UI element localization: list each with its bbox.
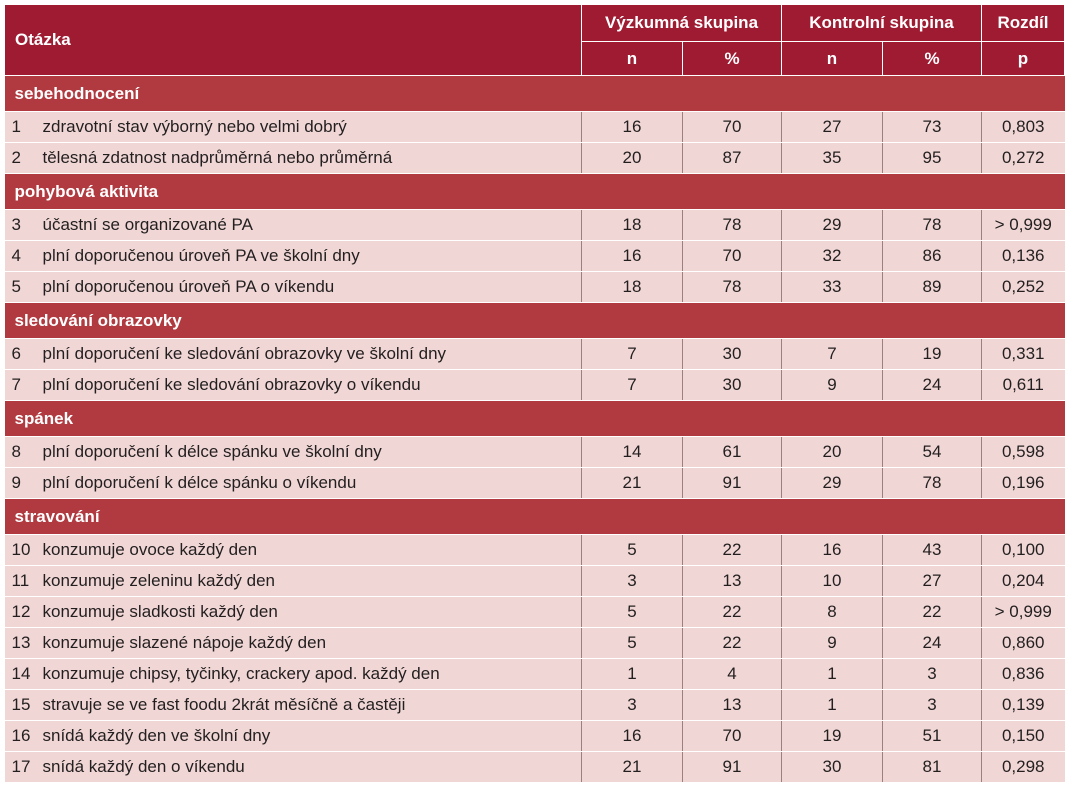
- cell-n-vyzkumna: 21: [582, 468, 683, 499]
- cell-pct-vyzkumna: 30: [683, 370, 782, 401]
- cell-p-value: 0,136: [982, 241, 1065, 272]
- row-number: 14: [5, 659, 41, 690]
- cell-n-kontrolni: 29: [782, 210, 883, 241]
- cell-p-value: 0,150: [982, 721, 1065, 752]
- cell-n-kontrolni: 1: [782, 659, 883, 690]
- cell-p-value: 0,272: [982, 143, 1065, 174]
- cell-pct-vyzkumna: 87: [683, 143, 782, 174]
- cell-n-vyzkumna: 16: [582, 112, 683, 143]
- header-vyzkumna-skupina: Výzkumná skupina: [582, 5, 782, 42]
- cell-p-value: 0,803: [982, 112, 1065, 143]
- question-text: snídá každý den o víkendu: [41, 752, 582, 783]
- cell-pct-vyzkumna: 22: [683, 628, 782, 659]
- row-number: 17: [5, 752, 41, 783]
- cell-pct-kontrolni: 51: [883, 721, 982, 752]
- cell-p-value: > 0,999: [982, 597, 1065, 628]
- cell-p-value: 0,836: [982, 659, 1065, 690]
- row-number: 11: [5, 566, 41, 597]
- question-text: účastní se organizované PA: [41, 210, 582, 241]
- question-text: konzumuje zeleninu každý den: [41, 566, 582, 597]
- cell-p-value: 0,100: [982, 535, 1065, 566]
- cell-pct-kontrolni: 24: [883, 628, 982, 659]
- cell-pct-kontrolni: 19: [883, 339, 982, 370]
- cell-pct-kontrolni: 73: [883, 112, 982, 143]
- cell-pct-kontrolni: 27: [883, 566, 982, 597]
- row-number: 2: [5, 143, 41, 174]
- cell-pct-kontrolni: 78: [883, 468, 982, 499]
- row-number: 15: [5, 690, 41, 721]
- header-n-kontrolni: n: [782, 42, 883, 76]
- cell-n-kontrolni: 9: [782, 628, 883, 659]
- cell-n-vyzkumna: 3: [582, 690, 683, 721]
- row-number: 10: [5, 535, 41, 566]
- results-table-container: [4, 4, 1064, 783]
- section-row: [5, 76, 1065, 112]
- cell-pct-kontrolni: 95: [883, 143, 982, 174]
- cell-p-value: 0,139: [982, 690, 1065, 721]
- row-number: 5: [5, 272, 41, 303]
- cell-p-value: 0,611: [982, 370, 1065, 401]
- cell-pct-vyzkumna: 78: [683, 272, 782, 303]
- cell-pct-kontrolni: 3: [883, 659, 982, 690]
- cell-n-kontrolni: 9: [782, 370, 883, 401]
- table-row: [5, 112, 1065, 143]
- cell-pct-kontrolni: 78: [883, 210, 982, 241]
- cell-n-kontrolni: 35: [782, 143, 883, 174]
- header-otazka: Otázka: [5, 5, 582, 76]
- row-number: 9: [5, 468, 41, 499]
- cell-pct-vyzkumna: 70: [683, 241, 782, 272]
- question-text: plní doporučení ke sledování obrazovky ve školní dny: [41, 339, 582, 370]
- cell-n-kontrolni: 16: [782, 535, 883, 566]
- table-body: [5, 76, 1065, 783]
- cell-p-value: 0,252: [982, 272, 1065, 303]
- table-row: [5, 721, 1065, 752]
- row-number: 6: [5, 339, 41, 370]
- cell-n-vyzkumna: 3: [582, 566, 683, 597]
- cell-pct-vyzkumna: 22: [683, 597, 782, 628]
- cell-pct-vyzkumna: 78: [683, 210, 782, 241]
- cell-n-kontrolni: 30: [782, 752, 883, 783]
- header-rozdil: Rozdíl: [982, 5, 1065, 42]
- section-row: [5, 174, 1065, 210]
- table-row: [5, 566, 1065, 597]
- header-row-groups: [5, 5, 1065, 42]
- row-number: 8: [5, 437, 41, 468]
- section-title: stravování: [5, 499, 1065, 535]
- question-text: tělesná zdatnost nadprůměrná nebo průměrná: [41, 143, 582, 174]
- cell-pct-kontrolni: 43: [883, 535, 982, 566]
- cell-pct-vyzkumna: 91: [683, 468, 782, 499]
- cell-p-value: 0,860: [982, 628, 1065, 659]
- cell-n-vyzkumna: 7: [582, 370, 683, 401]
- table-row: [5, 241, 1065, 272]
- cell-n-vyzkumna: 1: [582, 659, 683, 690]
- cell-p-value: 0,298: [982, 752, 1065, 783]
- cell-n-vyzkumna: 18: [582, 210, 683, 241]
- question-text: konzumuje slazené nápoje každý den: [41, 628, 582, 659]
- cell-n-vyzkumna: 5: [582, 535, 683, 566]
- table-row: [5, 468, 1065, 499]
- table-row: [5, 535, 1065, 566]
- cell-p-value: 0,598: [982, 437, 1065, 468]
- cell-n-kontrolni: 32: [782, 241, 883, 272]
- question-text: zdravotní stav výborný nebo velmi dobrý: [41, 112, 582, 143]
- question-text: plní doporučení ke sledování obrazovky o víkendu: [41, 370, 582, 401]
- table-row: [5, 752, 1065, 783]
- table-row: [5, 143, 1065, 174]
- cell-pct-vyzkumna: 30: [683, 339, 782, 370]
- question-text: konzumuje chipsy, tyčinky, crackery apod. každý den: [41, 659, 582, 690]
- cell-p-value: 0,196: [982, 468, 1065, 499]
- question-text: plní doporučení k délce spánku o víkendu: [41, 468, 582, 499]
- cell-p-value: 0,331: [982, 339, 1065, 370]
- section-title: sledování obrazovky: [5, 303, 1065, 339]
- row-number: 16: [5, 721, 41, 752]
- cell-pct-vyzkumna: 91: [683, 752, 782, 783]
- cell-pct-vyzkumna: 4: [683, 659, 782, 690]
- cell-pct-vyzkumna: 13: [683, 566, 782, 597]
- cell-p-value: 0,204: [982, 566, 1065, 597]
- cell-n-kontrolni: 27: [782, 112, 883, 143]
- cell-n-vyzkumna: 21: [582, 752, 683, 783]
- row-number: 7: [5, 370, 41, 401]
- header-pct-vyzkumna: %: [683, 42, 782, 76]
- cell-n-vyzkumna: 14: [582, 437, 683, 468]
- cell-pct-vyzkumna: 70: [683, 112, 782, 143]
- question-text: plní doporučenou úroveň PA o víkendu: [41, 272, 582, 303]
- cell-n-vyzkumna: 5: [582, 597, 683, 628]
- cell-n-vyzkumna: 16: [582, 721, 683, 752]
- cell-pct-kontrolni: 24: [883, 370, 982, 401]
- cell-n-kontrolni: 33: [782, 272, 883, 303]
- cell-pct-kontrolni: 3: [883, 690, 982, 721]
- table-row: [5, 690, 1065, 721]
- table-row: [5, 437, 1065, 468]
- section-title: spánek: [5, 401, 1065, 437]
- table-row: [5, 210, 1065, 241]
- results-table: [4, 4, 1065, 783]
- cell-pct-vyzkumna: 61: [683, 437, 782, 468]
- row-number: 12: [5, 597, 41, 628]
- section-row: [5, 499, 1065, 535]
- cell-n-kontrolni: 20: [782, 437, 883, 468]
- cell-n-vyzkumna: 7: [582, 339, 683, 370]
- cell-n-kontrolni: 10: [782, 566, 883, 597]
- table-row: [5, 339, 1065, 370]
- row-number: 13: [5, 628, 41, 659]
- cell-pct-vyzkumna: 70: [683, 721, 782, 752]
- section-row: [5, 303, 1065, 339]
- cell-pct-kontrolni: 54: [883, 437, 982, 468]
- question-text: plní doporučení k délce spánku ve školní dny: [41, 437, 582, 468]
- question-text: stravuje se ve fast foodu 2krát měsíčně a častěji: [41, 690, 582, 721]
- table-row: [5, 272, 1065, 303]
- header-n-vyzkumna: n: [582, 42, 683, 76]
- table-row: [5, 370, 1065, 401]
- table-row: [5, 659, 1065, 690]
- question-text: snídá každý den ve školní dny: [41, 721, 582, 752]
- cell-n-kontrolni: 8: [782, 597, 883, 628]
- cell-n-vyzkumna: 5: [582, 628, 683, 659]
- cell-n-vyzkumna: 20: [582, 143, 683, 174]
- cell-pct-kontrolni: 81: [883, 752, 982, 783]
- section-row: [5, 401, 1065, 437]
- cell-pct-vyzkumna: 13: [683, 690, 782, 721]
- cell-p-value: > 0,999: [982, 210, 1065, 241]
- row-number: 4: [5, 241, 41, 272]
- row-number: 1: [5, 112, 41, 143]
- header-pct-kontrolni: %: [883, 42, 982, 76]
- header-kontrolni-skupina: Kontrolní skupina: [782, 5, 982, 42]
- cell-pct-kontrolni: 22: [883, 597, 982, 628]
- cell-n-vyzkumna: 18: [582, 272, 683, 303]
- table-row: [5, 628, 1065, 659]
- question-text: plní doporučenou úroveň PA ve školní dny: [41, 241, 582, 272]
- cell-n-kontrolni: 7: [782, 339, 883, 370]
- question-text: konzumuje ovoce každý den: [41, 535, 582, 566]
- cell-n-kontrolni: 19: [782, 721, 883, 752]
- cell-pct-kontrolni: 89: [883, 272, 982, 303]
- cell-pct-kontrolni: 86: [883, 241, 982, 272]
- row-number: 3: [5, 210, 41, 241]
- table-row: [5, 597, 1065, 628]
- question-text: konzumuje sladkosti každý den: [41, 597, 582, 628]
- section-title: sebehodnocení: [5, 76, 1065, 112]
- cell-n-kontrolni: 29: [782, 468, 883, 499]
- cell-pct-vyzkumna: 22: [683, 535, 782, 566]
- header-p-value: p: [982, 42, 1065, 76]
- cell-n-kontrolni: 1: [782, 690, 883, 721]
- cell-n-vyzkumna: 16: [582, 241, 683, 272]
- section-title: pohybová aktivita: [5, 174, 1065, 210]
